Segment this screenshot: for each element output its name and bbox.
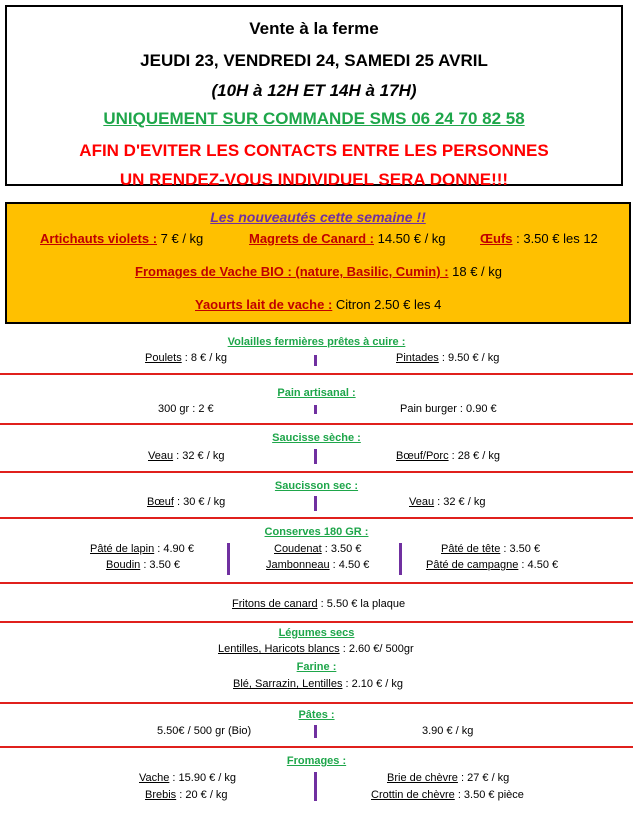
section-title-volailles: Volailles fermières prêtes à cuire :: [227, 336, 406, 348]
item-name: Crottin de chèvre: [371, 789, 455, 801]
divider: [0, 471, 633, 473]
item-pain-300gr: 300 gr : 2 €: [158, 403, 214, 415]
news-item-price: Citron 2.50 € les 4: [332, 297, 442, 312]
separator-bar: [314, 355, 317, 366]
item-saucisson-veau: [409, 496, 485, 508]
news-item-oeufs: [480, 231, 598, 246]
separator-bar: [314, 496, 317, 511]
item-price: : 30 € / kg: [173, 496, 226, 508]
item-price: : 28 € / kg: [448, 450, 500, 462]
news-item-name: Magrets de Canard :: [249, 231, 374, 246]
item-price: : 8 € / kg: [181, 352, 227, 364]
section-title-pain: Pain artisanal :: [277, 387, 356, 399]
sale-dates: JEUDI 23, VENDREDI 24, SAMEDI 25 AVRIL: [140, 51, 488, 70]
item-name: Veau: [148, 450, 174, 462]
item-pates-kg: 3.90 € / kg: [422, 725, 474, 737]
item-price: : 2.60 €/ 500gr: [339, 643, 414, 655]
separator-bar: [314, 772, 317, 801]
news-item-yaourts: [195, 297, 441, 312]
item-price: : 4.50 €: [329, 559, 370, 571]
item-lentilles-haricots: [218, 643, 414, 655]
item-price: : 15.90 € / kg: [169, 772, 237, 784]
item-name: Boudin: [106, 559, 141, 571]
item-boudin: [106, 559, 180, 571]
item-name: Blé, Sarrazin, Lentilles: [233, 678, 343, 690]
news-title: Les nouveautés cette semaine !!: [210, 209, 426, 225]
item-poulets: [145, 352, 227, 364]
divider: [0, 621, 633, 623]
news-item-price: 7 € / kg: [157, 231, 204, 246]
item-price: : 4.90 €: [154, 543, 194, 555]
news-item-name: Œufs: [480, 231, 513, 246]
divider: [0, 517, 633, 519]
page-title: Vente à la ferme: [249, 19, 379, 38]
item-crottin-chevre: [371, 789, 524, 801]
item-name: Bœuf/Porc: [396, 450, 449, 462]
divider: [0, 423, 633, 425]
item-price: : 3.50 €: [140, 559, 181, 571]
news-item-magrets: [249, 231, 446, 246]
separator-bar: [314, 449, 317, 464]
item-pintades: [396, 352, 499, 364]
item-pates-bio: 5.50€ / 500 gr (Bio): [157, 725, 252, 737]
item-price: : 3.50 €: [321, 543, 362, 555]
item-name: Brebis: [145, 789, 177, 801]
news-item-price: : 3.50 € les 12: [512, 231, 598, 246]
item-fromage-brebis: [145, 789, 228, 801]
item-price: : 20 € / kg: [176, 789, 228, 801]
news-item-price: 18 € / kg: [448, 264, 503, 279]
item-name: Coudenat: [274, 543, 322, 555]
section-title-conserves: Conserves 180 GR :: [264, 526, 369, 538]
item-saucisson-boeuf: [147, 496, 225, 508]
item-name: Poulets: [145, 352, 182, 364]
item-price: : 27 € / kg: [457, 772, 510, 784]
item-name: Jambonneau: [266, 559, 330, 571]
item-name: Fritons de canard: [232, 598, 318, 610]
item-price: : 4.50 €: [518, 559, 559, 571]
item-price: : 32 € / kg: [173, 450, 225, 462]
item-name: Brie de chèvre: [387, 772, 458, 784]
section-title-saucisson: Saucisson sec :: [274, 480, 359, 492]
separator-bar: [399, 543, 402, 575]
divider: [0, 373, 633, 375]
item-fritons: [232, 598, 405, 610]
divider: [0, 702, 633, 704]
divider: [0, 746, 633, 748]
separator-bar: [227, 543, 230, 575]
item-name: Lentilles, Haricots blancs: [218, 643, 340, 655]
item-name: Pâté de tête: [441, 543, 501, 555]
news-item-artichauts: [40, 231, 203, 246]
news-item-name: Yaourts lait de vache :: [195, 297, 333, 312]
item-name: Veau: [409, 496, 435, 508]
item-name: Pintades: [396, 352, 439, 364]
item-price: : 9.50 € / kg: [438, 352, 500, 364]
item-saucisse-boeuf-porc: [396, 450, 500, 462]
item-jambonneau: [266, 559, 369, 571]
section-title-legumes: Légumes secs: [278, 627, 355, 639]
item-pate-campagne: [426, 559, 558, 571]
divider: [0, 582, 633, 584]
item-name: Vache: [139, 772, 170, 784]
item-saucisse-veau: [148, 450, 224, 462]
item-brie-chevre: [387, 772, 509, 784]
separator-bar: [314, 725, 317, 738]
item-coudenat: [274, 543, 361, 555]
sale-hours: (10H à 12H ET 14H à 17H): [211, 81, 417, 100]
appointment-notice: UN RENDEZ-VOUS INDIVIDUEL SERA DONNE!!!: [119, 170, 509, 189]
item-price: : 5.50 € la plaque: [317, 598, 406, 610]
news-item-name: Artichauts violets :: [40, 231, 158, 246]
item-name: Pâté de lapin: [90, 543, 155, 555]
item-price: : 32 € / kg: [434, 496, 486, 508]
news-box: [5, 202, 631, 324]
news-item-fromages-vache: [135, 264, 502, 279]
item-price: : 3.50 € pièce: [454, 789, 524, 801]
section-title-saucisse: Saucisse sèche :: [272, 432, 361, 444]
order-sms-notice: UNIQUEMENT SUR COMMANDE SMS 06 24 70 82 58: [103, 109, 525, 128]
section-title-farine: Farine :: [296, 661, 337, 673]
item-fromage-vache: [139, 772, 236, 784]
item-price: : 2.10 € / kg: [342, 678, 403, 690]
news-item-price: 14.50 € / kg: [373, 231, 446, 246]
item-name: Pâté de campagne: [426, 559, 519, 571]
item-pain-burger: Pain burger : 0.90 €: [400, 403, 497, 415]
item-price: : 3.50 €: [500, 543, 541, 555]
item-name: Bœuf: [147, 496, 174, 508]
header-box: [5, 5, 623, 189]
contact-notice: AFIN D'EVITER LES CONTACTS ENTRE LES PERSONNES: [79, 141, 549, 160]
separator-bar: [314, 405, 317, 414]
item-farine: [233, 678, 403, 690]
news-item-name: Fromages de Vache BIO : (nature, Basilic, Cumin) :: [135, 264, 449, 279]
item-pate-lapin: [90, 543, 194, 555]
item-pate-tete: [441, 543, 540, 555]
section-title-pates: Pâtes :: [298, 709, 335, 721]
section-title-fromages: Fromages :: [286, 755, 347, 767]
